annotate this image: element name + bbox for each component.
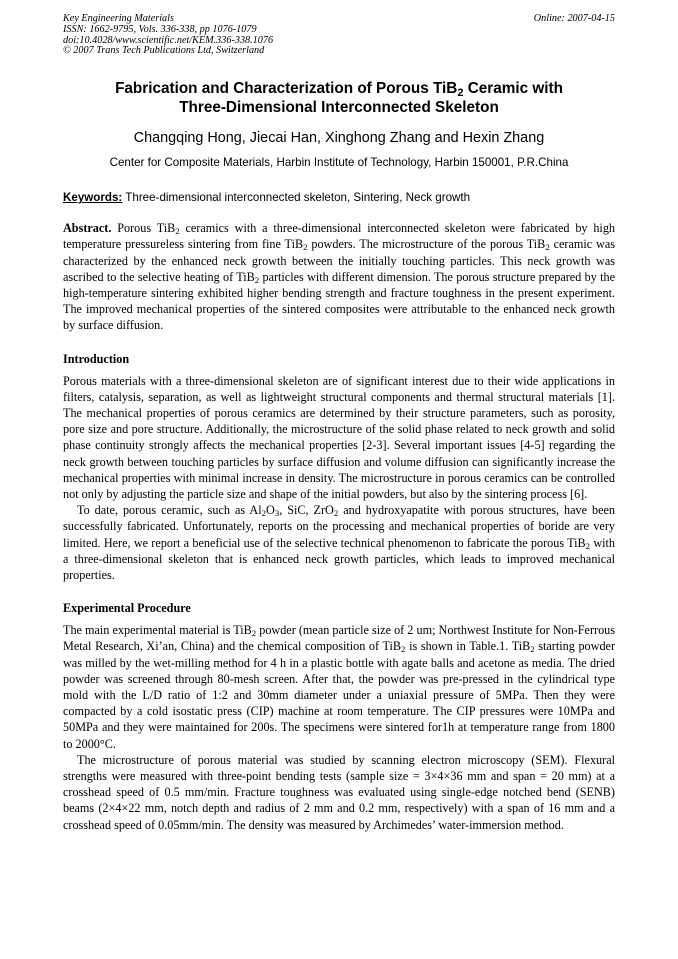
subscript: 2	[545, 242, 550, 253]
subscript: 2	[254, 274, 260, 285]
abstract-text: powders. The microstructure of the porous TiB	[307, 237, 546, 252]
copyright-line: © 2007 Trans Tech Publications Ltd, Switzerland	[63, 45, 265, 57]
section-heading-experimental: Experimental Procedure	[63, 601, 191, 616]
keywords	[63, 190, 615, 205]
subscript: 2	[530, 644, 535, 655]
subscript: 3	[274, 508, 280, 519]
subscript: 2	[175, 226, 180, 237]
subscript: 2	[401, 644, 406, 655]
subscript: 2	[261, 508, 267, 519]
title-text: Three-Dimensional Interconnected Skeleton	[179, 99, 499, 117]
authors: Changqing Hong, Jiecai Han, Xinghong Zhang and Hexin Zhang	[133, 130, 545, 147]
introduction-paragraph-2: To date, porous ceramic, such as $Al_2O_3$, SiC, ZrO$_2$ and hydroxyapatite with porous structures, have been successfully fabricated. Unfortunately, reports on the processing and mechanical properties of boride are very limited. Here, we report a beneficial use of the selective technical phenomenon to fabricate the porous TiB$_2$ with a three-dimensional skeleton that is enhanced neck growth particles, which leads to improved mechanical properties.	[63, 503, 615, 583]
abstract-text: Porous TiB	[111, 221, 176, 236]
keywords-label: Keywords:	[63, 191, 123, 205]
journal-name: Key Engineering Materials	[63, 13, 174, 24]
title-text: Fabrication and Characterization of Porous TiB	[115, 80, 458, 98]
subscript: 2	[585, 540, 591, 551]
paper-page	[63, 14, 615, 833]
subscript: 2	[303, 242, 308, 253]
experimental-body	[63, 622, 615, 833]
journal-header	[63, 14, 615, 57]
abstract-text: particles with different dimension. The porous structure prepared by the high-temperature sintering exhibited higher bending strength and fracture toughness in the present experiment. The improved mechanical properties of the sintered composites were attributable to the enhanced neck growth by surface diffusion.	[63, 269, 615, 333]
abstract	[63, 220, 615, 333]
doi-line: doi:10.4028/www.scientific.net/KEM.336-338.1076	[63, 34, 274, 46]
experimental-paragraph-2: The microstructure of porous material was studied by scanning electron microscopy (SEM). Flexural strengths were measured with three-point bending tests (sample size = 3×4×36 mm and span = 20 mm) at a crosshead speed of 0.5 mm/min. Fracture toughness was evaluated using single-edge notched bend (SENB) beams (2×4×22 mm, notch depth and radius of 2 mm and 0.2 mm, respectively) with a span of 16 mm and a crosshead speed of 0.05mm/min. The density was measured by Archimedes’ water-immersion method.	[63, 752, 615, 832]
online-date: Online: 2007-04-15	[533, 13, 615, 24]
abstract-text: ceramic was characterized by the enhanced neck growth between the initially touching particles. This neck growth was ascribed to the selective heating of TiB	[63, 237, 615, 284]
section-heading-introduction: Introduction	[63, 351, 130, 366]
paper-title	[63, 79, 615, 117]
subscript: 2	[333, 508, 339, 519]
keywords-text: Three-dimensional interconnected skeleton, Sintering, Neck growth	[122, 191, 471, 205]
introduction-body	[63, 373, 615, 584]
introduction-paragraph-1: Porous materials with a three-dimensional skeleton are of significant interest due to their wide applications in filters, catalysis, separation, as well as lightweight structural components and thermal structural materials [1]. The mechanical properties of porous ceramics are determined by their structure parameters, such as porosity, pore size and pore structure. Additionally, the microstructure of the solid phase related to neck growth and solid phase continuity strongly affects the mechanical properties [2-3]. Several important issues [4-5] regarding the neck growth between touching particles by surface diffusion and volume diffusion can significantly increase the mechanical properties with minimal increase in density. The microstructure in porous ceramics can be controlled not only by adjusting the particle size and shape of the initial powders, but also by the sintering process [6].	[63, 373, 615, 502]
abstract-text: ceramics with a three-dimensional interconnected skeleton were fabricated by high temperature pressureless sintering from fine TiB	[63, 221, 616, 252]
experimental-paragraph-1: The main experimental material is TiB$_2$ powder (mean particle size of 2 um; Northwest Institute for Non-Ferrous Metal Research, Xi’an, China) and the chemical composition of TiB$_2$ is shown in Table.1. TiB$_2$ starting powder was milled by the wet-milling method for 4 h in a plastic bottle with agate balls and acetone as media. The dried powder was screened through 80-mesh screen. After that, the powder was pre-pressed in the cylindrical type mold with the L/D ratio of 1:2 and 30mm diameter under a uniaxial pressure of 5MPa. Then they were compacted by a cold isostatic press (CIP) machine at room temperature. The CIP pressures were 10MPa and 50MPa and they were maintained for 200s. The specimens were sintered for1h at temperature range from 1800 to 2000°C.	[63, 623, 616, 751]
affiliation: Center for Composite Materials, Harbin Institute of Technology, Harbin 150001, P.R.China	[109, 156, 569, 170]
title-text: Ceramic with	[463, 80, 563, 98]
abstract-label: Abstract.	[63, 221, 112, 236]
issn-line: ISSN: 1662-9795, Vols. 336-338, pp 1076-1079	[63, 23, 257, 35]
subscript: 2	[251, 628, 257, 639]
title-subscript: 2	[457, 86, 464, 99]
